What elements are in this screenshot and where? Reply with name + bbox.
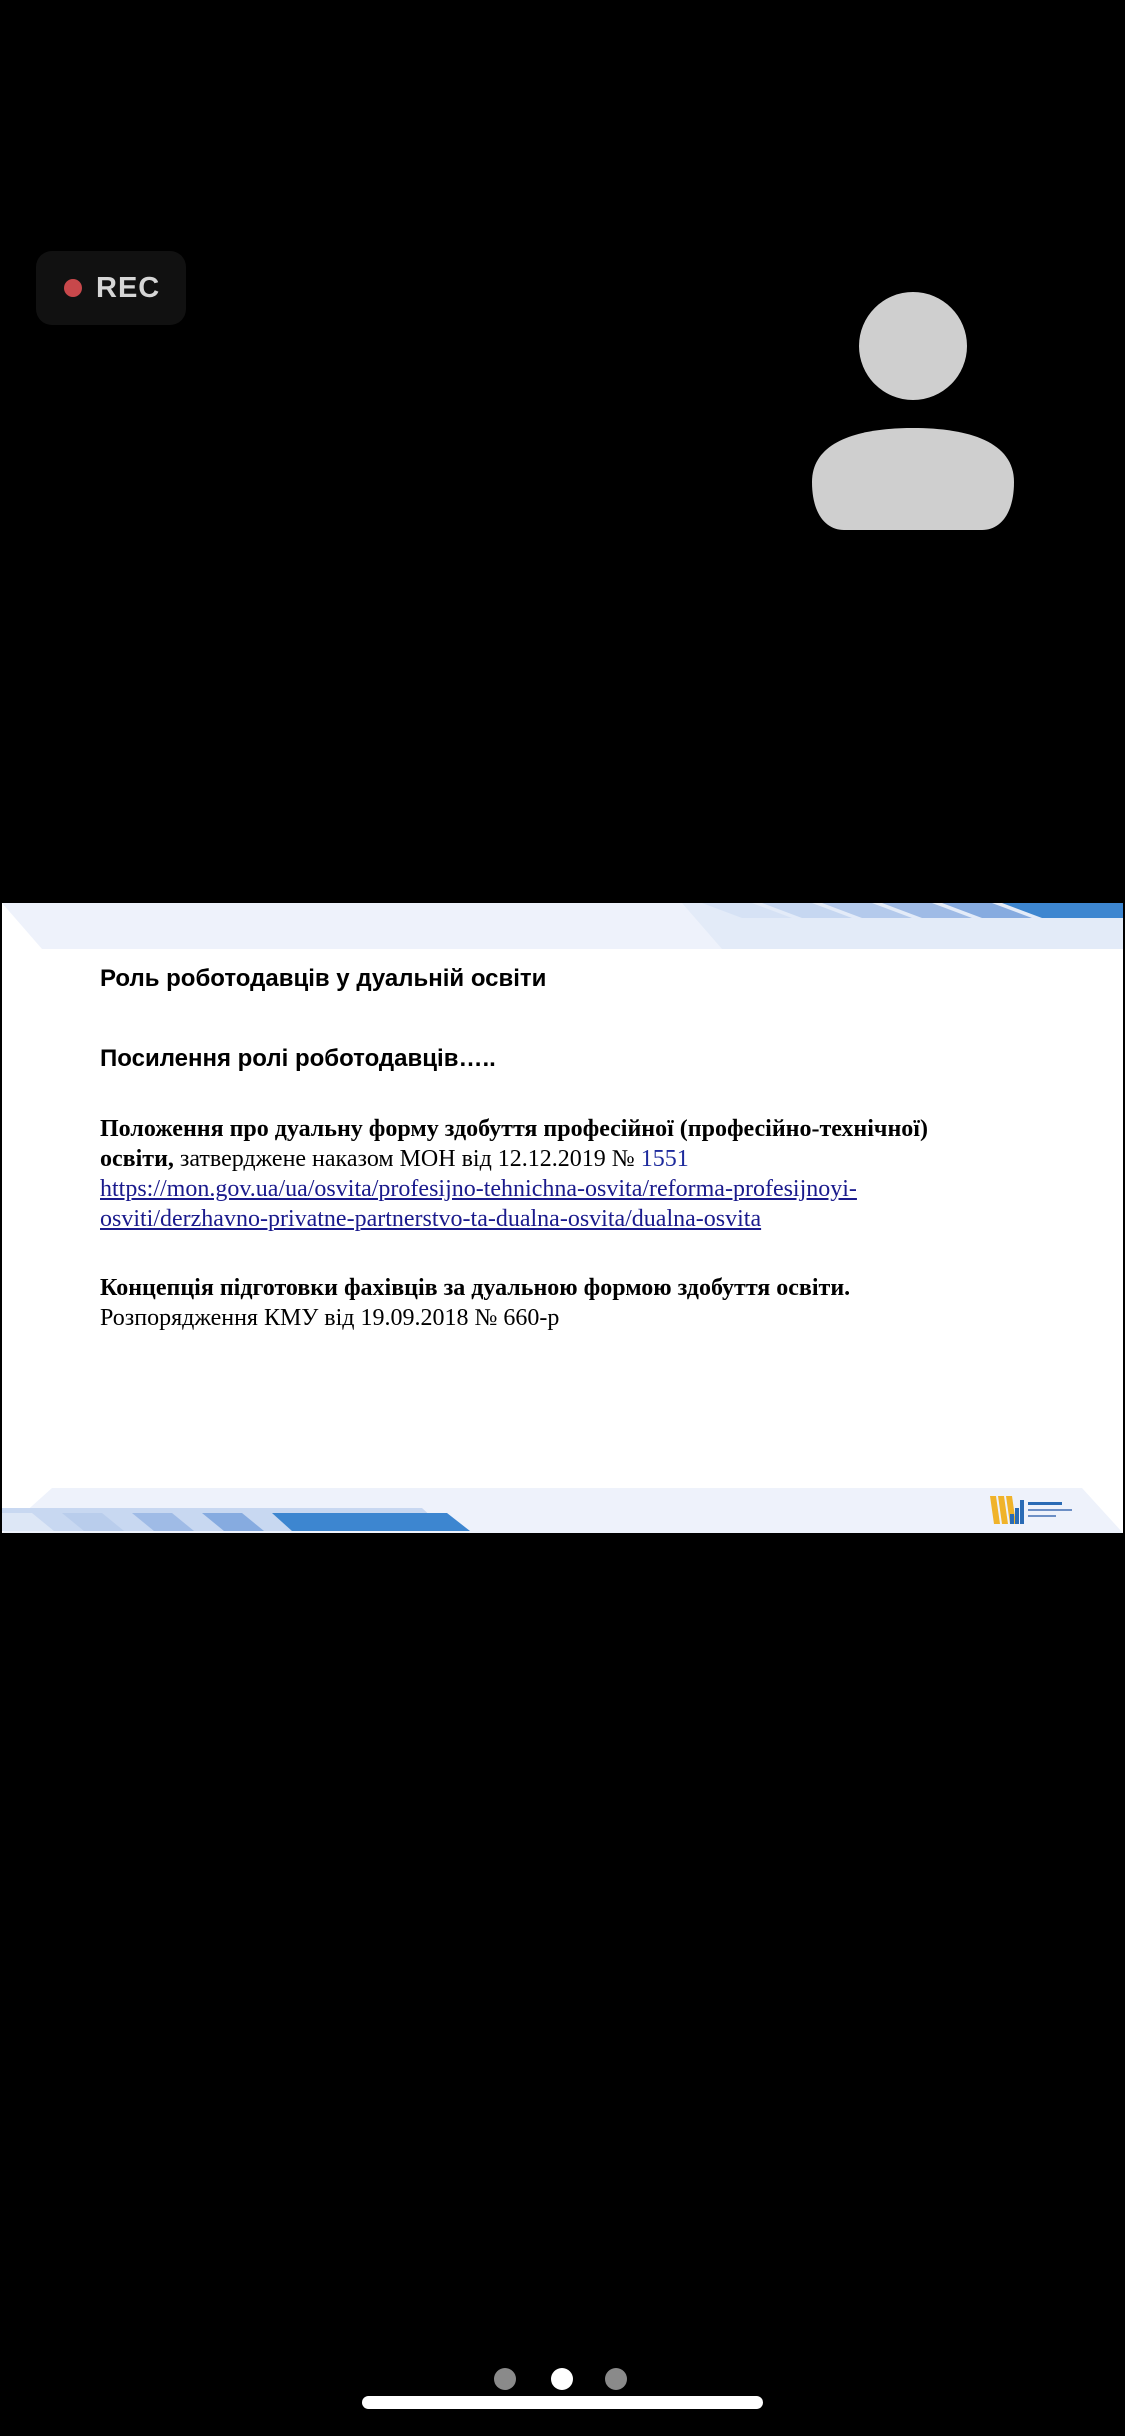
regulation-title: Положення про дуальну форму здобуття професійної (професійно-технічної) освіти, xyxy=(100,1116,928,1172)
home-indicator[interactable] xyxy=(362,2396,763,2409)
concept-title: Концепція підготовки фахівців за дуальною формою здобуття освіти. xyxy=(100,1275,851,1301)
slide-subtitle: Посилення ролі роботодавців….. xyxy=(100,1045,496,1072)
order-number: 1551 xyxy=(640,1146,689,1172)
person-avatar-icon xyxy=(812,292,1014,530)
slide-title: Роль роботодавців у дуальній освіти xyxy=(100,965,547,992)
shared-slide xyxy=(2,903,1123,1533)
concept-text: Розпорядження КМУ від 19.09.2018 № 660-р xyxy=(100,1305,560,1331)
concept-paragraph xyxy=(100,1273,1000,1333)
regulation-text: затверджене наказом МОН від 12.12.2019 № xyxy=(173,1146,641,1172)
record-dot-icon xyxy=(64,279,82,297)
regulation-paragraph xyxy=(100,1114,1000,1234)
recording-indicator xyxy=(36,251,186,325)
recording-label: REC xyxy=(96,271,161,304)
page-dot[interactable] xyxy=(605,2368,627,2390)
page-dot[interactable] xyxy=(494,2368,516,2390)
regulation-link[interactable]: https://mon.gov.ua/ua/osvita/profesijno-tehnichna-osvita/reforma-profesijnoyi-osviti/derzhavno-privatne-partnerstvo-ta-dualna-osvita/dualna-osvita xyxy=(100,1176,857,1232)
page-dot-active[interactable] xyxy=(551,2368,573,2390)
federation-logo-icon xyxy=(988,1492,1078,1528)
